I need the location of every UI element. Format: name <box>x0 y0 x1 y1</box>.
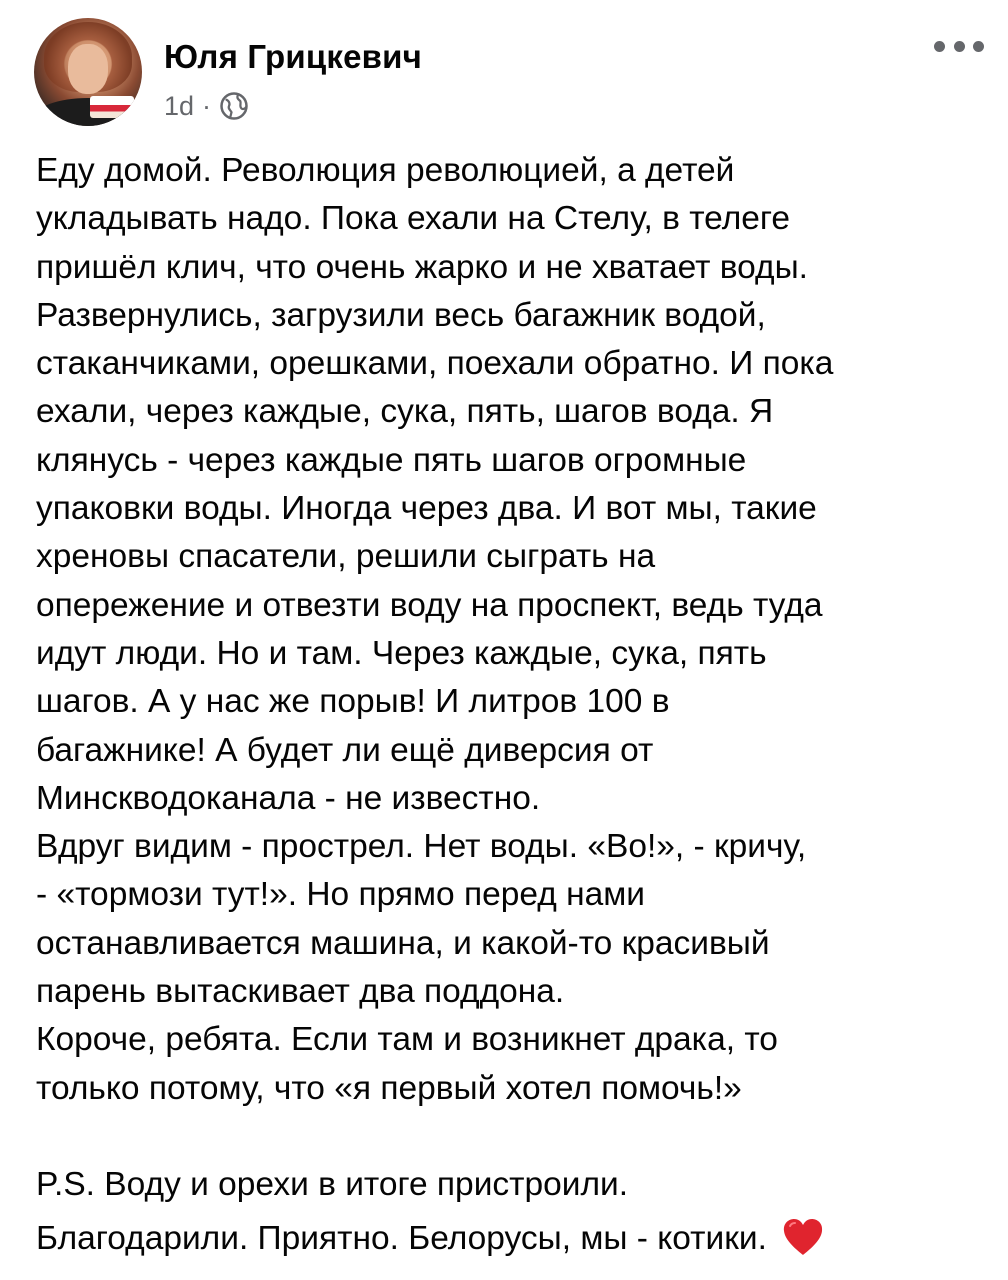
red-heart-icon <box>781 1217 825 1257</box>
post-body <box>36 147 986 1264</box>
postscript-text: Благодарили. Приятно. Белорусы, мы - котики. <box>36 1220 767 1258</box>
post-paragraph: Вдруг видим - прострел. Нет воды. «Во!», - кричу, - «тормози тут!». Но прямо перед нами останавливается машина, и какой-то красивый парень вытаскивает два поддона. <box>36 828 807 1011</box>
post-paragraph: Еду домой. Революция революцией, а детей укладывать надо. Пока ехали на Стелу, в телеге пришёл клич, что очень жарко и не хватает воды. Развернулись, загрузили весь багажник водой, стаканчиками, орешками, поехали обратно. И пока ехали, через каждые, сука, пять, шагов вода. Я клянусь - через каждые пять шагов огромные упаковки воды. Иногда через два. И вот мы, такие хреновы спасатели, решили сыграть на опережение и отвезти воду на проспект, ведь туда идут люди. Но и там. Через каждые, сука, пять шагов. А у нас же порыв! И литров 100 в багажнике! А будет ли ещё диверсия от Минскводоканала - не известно. <box>36 152 834 817</box>
more-options-button[interactable] <box>934 36 984 56</box>
avatar-cake <box>90 96 134 118</box>
post-paragraph: Короче, ребята. Если там и возникнет драка, то только потому, что «я первый хотел помочь!» <box>36 1021 778 1107</box>
post-time[interactable]: 1d <box>164 90 195 121</box>
avatar-face <box>68 44 108 94</box>
globe-icon[interactable] <box>219 91 249 121</box>
post-header <box>34 16 984 134</box>
meta-separator: · <box>202 90 212 121</box>
postscript-line: P.S. Воду и орехи в итоге пристроили. <box>36 1165 629 1203</box>
postscript-line <box>36 1215 986 1263</box>
author-name[interactable]: Юля Грицкевич <box>164 38 422 75</box>
post-meta <box>164 88 249 124</box>
more-dot-icon <box>934 41 945 52</box>
avatar[interactable] <box>34 18 142 126</box>
more-dot-icon <box>973 41 984 52</box>
more-dot-icon <box>954 41 965 52</box>
paragraph-gap <box>36 1113 986 1161</box>
